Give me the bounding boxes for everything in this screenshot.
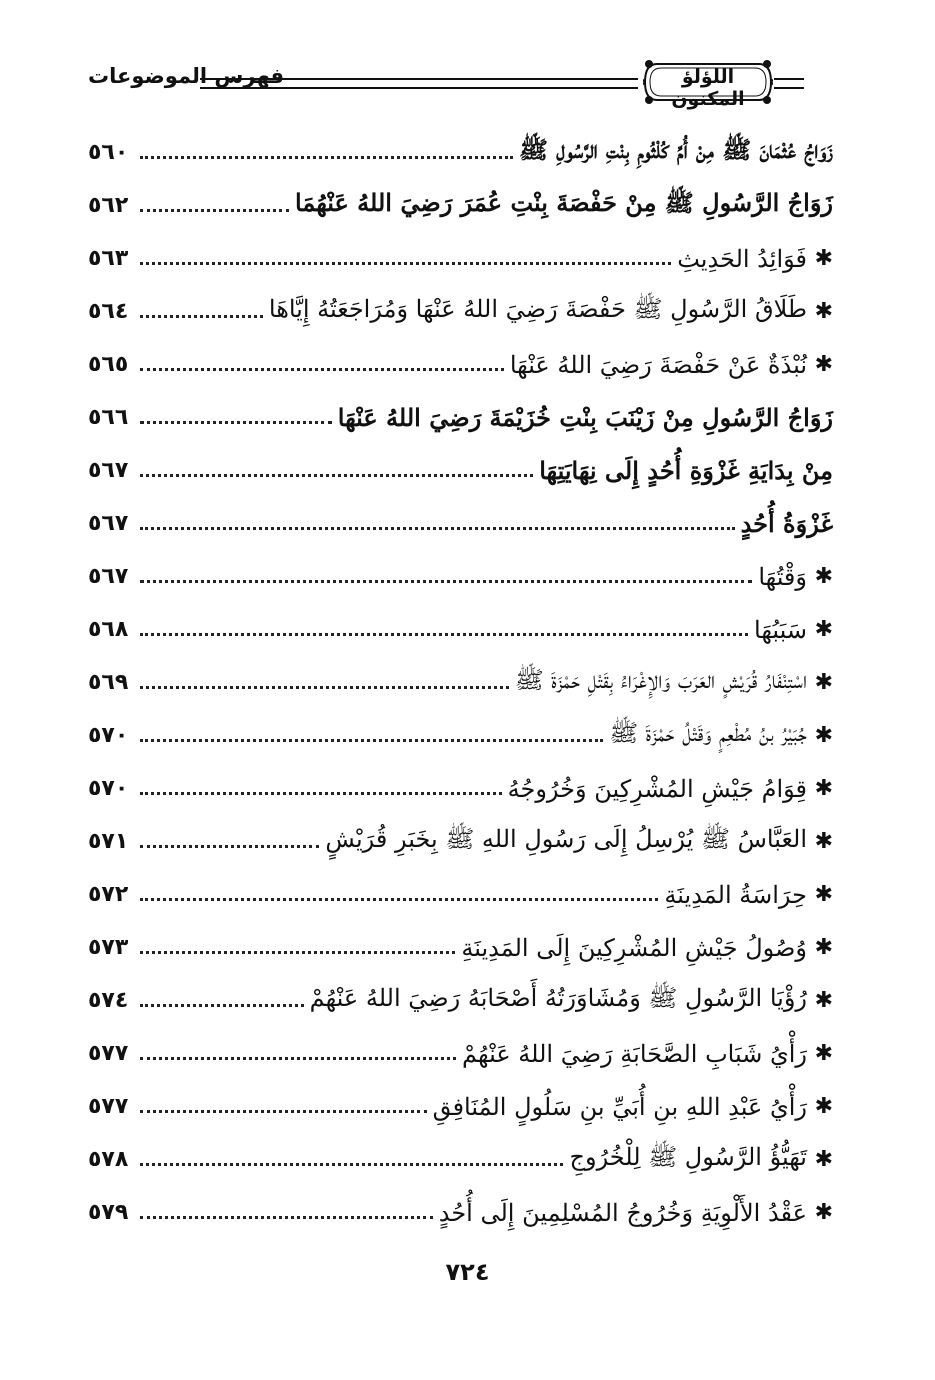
toc-entry-title: زَوَاجُ الرَّسُولِ ﷺ مِنْ حَفْصَةَ بِنْتِ عُمَرَ رَضِيَ اللهُ عَنْهُمَا [295,188,833,217]
toc-entry [88,1133,833,1186]
toc-entry-title: مِنْ بِدَايَةِ غَزْوَةِ أُحُدٍ إِلَى نِهَايَتِهَا [539,456,833,485]
toc-entry-page: ٥٦٢ [88,193,129,218]
toc-entry [88,338,833,391]
leader-dots [140,368,504,371]
asterisk-bullet-icon: ✱ [814,935,833,960]
leader-dots [140,527,735,530]
page-number: ٧٢٤ [445,1258,490,1286]
toc-entry-title: فَوَائِدُ الحَدِيثِ [677,244,807,273]
header-rule-left [200,78,638,89]
toc-entry-page: ٥٦٥ [88,352,129,377]
leader-dots [140,1163,563,1166]
toc-entry [88,497,833,550]
toc-entry-page: ٥٦٧ [88,511,129,536]
toc-entry-page: ٥٧٣ [88,935,129,960]
book-title: اللؤلؤ المكنون [671,66,745,110]
leader-dots [140,951,455,954]
page-header [88,52,833,114]
leader-dots [140,315,263,318]
asterisk-bullet-icon: ✱ [814,1041,833,1066]
toc-entry-title: عَقْدُ الأَلْوِيَةِ وَخُرُوجُ المُسْلِمِينَ إِلَى أُحُدٍ [438,1198,807,1227]
toc-entry-title: رَأْيُ شَبَابِ الصَّحَابَةِ رَضِيَ اللهُ عَنْهُمْ [462,1039,807,1068]
toc-entry-page: ٥٦٤ [88,299,129,324]
toc-entry-title: زَوَاجُ الرَّسُولِ مِنْ زَيْنَبَ بِنْتِ خُزَيْمَةَ رَضِيَ اللهُ عَنْهَا [337,403,833,432]
toc-entry-page: ٥٧٠ [88,723,129,748]
toc-entry-page: ٥٦٧ [88,564,129,589]
toc-entry-page: ٥٦٧ [88,458,129,483]
toc-entry-title: جُبَيْرُ بنُ مُطْعِمٍ وَقَتْلُ حَمْزَةَ ﷺ [609,719,807,747]
asterisk-bullet-icon: ✱ [814,723,833,748]
toc-entry-title: وُصُولُ جَيْشِ المُشْرِكِينَ إِلَى المَدِينَةِ [461,933,807,962]
asterisk-bullet-icon: ✱ [814,617,833,642]
asterisk-bullet-icon: ✱ [814,1094,833,1119]
toc-entry-title: حِرَاسَةُ المَدِينَةِ [664,880,807,909]
toc-entry [88,444,833,497]
asterisk-bullet-icon: ✱ [814,776,833,801]
book-title-ornament [643,56,773,108]
leader-dots [140,633,748,636]
leader-dots [140,1216,433,1219]
toc-entry [88,974,833,1027]
toc-entry [88,391,833,444]
toc-entry [88,656,833,709]
toc-entry-title: طَلَاقُ الرَّسُولِ ﷺ حَفْصَةَ رَضِيَ اللهُ عَنْهَا وَمُرَاجَعَتُهُ إِيَّاهَا [268,295,807,323]
toc-entry-title: زَوَاجُ عُثْمَانَ ﷺ مِنْ أُمِّ كُلْثُومِ بِنْتِ الرَّسُولِ ﷺ [518,135,833,164]
leader-dots [140,845,319,848]
asterisk-bullet-icon: ✱ [814,1200,833,1225]
asterisk-bullet-icon: ✱ [814,988,833,1013]
toc-entry-page: ٥٧٧ [88,1041,129,1066]
leader-dots [140,898,658,901]
toc-entry [88,868,833,921]
toc-entry-title: تَهَيُّؤُ الرَّسُولِ ﷺ لِلْخُرُوجِ [569,1143,807,1171]
toc-entry-title: سَبَبُهَا [754,615,807,644]
toc-entry [88,126,833,179]
leader-dots [140,739,603,742]
toc-entry-page: ٥٧٨ [88,1147,129,1172]
toc-entry [88,1080,833,1133]
toc-entry-title: رُؤْيَا الرَّسُولِ ﷺ وَمُشَاوَرَتُهُ أَصْحَابَهُ رَضِيَ اللهُ عَنْهُمْ [309,984,807,1012]
leader-dots [140,1004,304,1007]
toc-entry [88,1186,833,1239]
leader-dots [140,209,289,212]
toc-entry [88,179,833,232]
toc-entry-page: ٥٧٩ [88,1200,129,1225]
asterisk-bullet-icon: ✱ [814,564,833,589]
toc-entry-page: ٥٧٤ [88,988,129,1013]
asterisk-bullet-icon: ✱ [814,352,833,377]
header-rule-right [774,78,804,89]
leader-dots [140,686,509,689]
toc-entry-title: اسْتِنْفَارُ قُرَيْشٍ العَرَبَ وَالإِغْرَاءُ بِقَتْلِ حَمْزَةَ ﷺ [514,666,807,694]
toc-entry-page: ٥٧٧ [88,1094,129,1119]
toc-entry [88,285,833,338]
toc-entry-page: ٥٧١ [88,829,129,854]
toc-entry [88,1027,833,1080]
asterisk-bullet-icon: ✱ [814,246,833,271]
toc-entry-title: نُبْذَةٌ عَنْ حَفْصَةَ رَضِيَ اللهُ عَنْهَا [509,350,807,379]
table-of-contents [88,126,833,1239]
leader-dots [140,580,752,583]
section-title: فهرس الموضوعات [88,64,285,88]
toc-entry-page: ٥٦٦ [88,405,129,430]
toc-entry [88,232,833,285]
leader-dots [140,156,513,159]
leader-dots [140,792,502,795]
toc-entry-page: ٥٦٨ [88,617,129,642]
leader-dots [140,1110,427,1113]
asterisk-bullet-icon: ✱ [814,670,833,695]
toc-entry-page: ٥٧٠ [88,776,129,801]
toc-entry [88,762,833,815]
toc-entry-title: رَأْيُ عَبْدِ اللهِ بنِ أُبَيِّ بنِ سَلُولٍ المُنَافِقِ [432,1092,807,1121]
toc-entry-page: ٥٦٠ [88,140,129,165]
asterisk-bullet-icon: ✱ [814,299,833,324]
toc-entry-title: وَقْتُهَا [758,562,807,591]
toc-entry [88,921,833,974]
toc-entry [88,550,833,603]
toc-entry [88,603,833,656]
asterisk-bullet-icon: ✱ [814,882,833,907]
toc-entry-title: العَبَّاسُ ﷺ يُرْسِلُ إِلَى رَسُولِ اللهِ ﷺ بِخَبَرِ قُرَيْشٍ [325,825,807,853]
toc-entry-page: ٥٦٣ [88,246,129,271]
toc-entry [88,709,833,762]
leader-dots [140,474,533,477]
asterisk-bullet-icon: ✱ [814,829,833,854]
toc-entry-page: ٥٧٢ [88,882,129,907]
leader-dots [140,262,671,265]
toc-entry [88,815,833,868]
toc-entry-title: غَزْوَةُ أُحُدٍ [740,509,833,538]
leader-dots [140,1057,456,1060]
toc-entry-title: قِوَامُ جَيْشِ المُشْرِكِينَ وَخُرُوجُهُ [507,774,807,803]
toc-entry-page: ٥٦٩ [88,670,129,695]
asterisk-bullet-icon: ✱ [814,1147,833,1172]
leader-dots [140,421,332,424]
